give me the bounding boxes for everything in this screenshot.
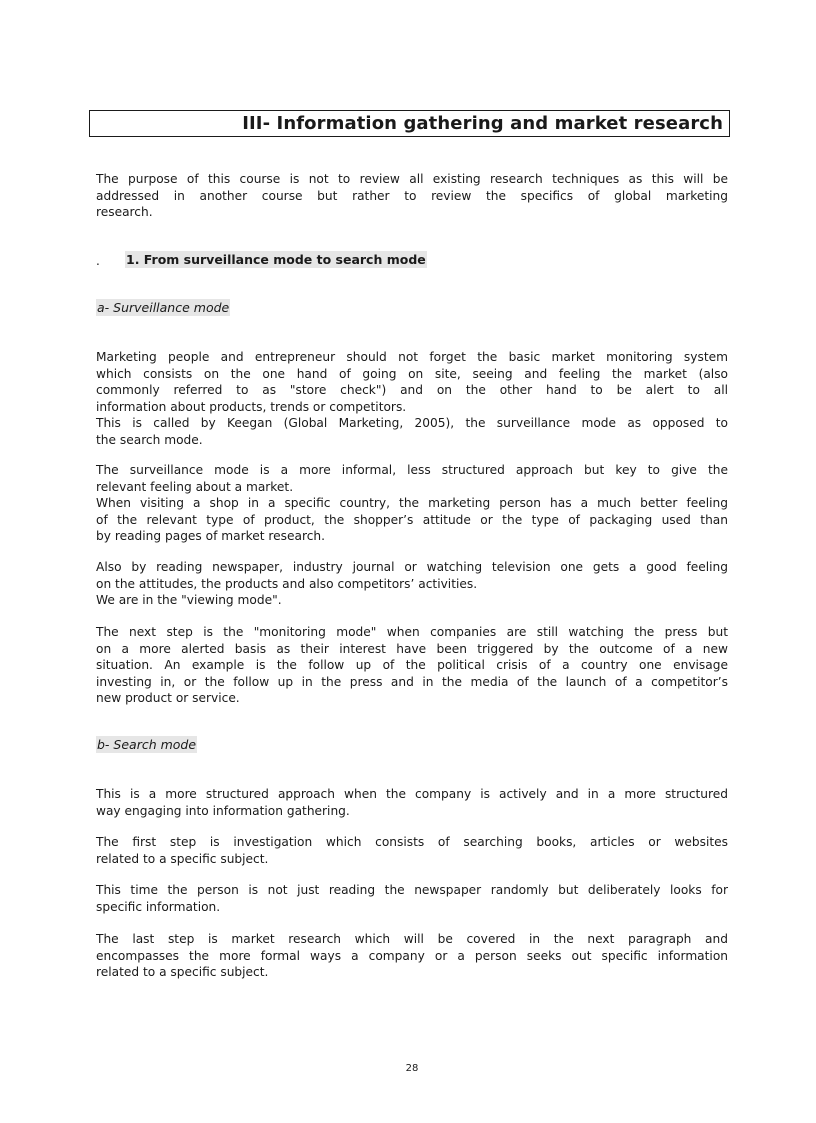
section-heading: 1. From surveillance mode to search mode bbox=[126, 252, 426, 267]
search-paragraph-1 bbox=[96, 786, 728, 819]
text-line: The next step is the "monitoring mode" when companies are still watching the press but bbox=[96, 625, 728, 639]
search-paragraph-3 bbox=[96, 882, 728, 915]
text-line: new product or service. bbox=[96, 691, 240, 706]
surveillance-paragraph-4 bbox=[96, 624, 728, 707]
text-line: relevant feeling about a market. bbox=[96, 479, 294, 494]
text-line: way engaging into information gathering. bbox=[96, 803, 350, 818]
text-line: information about products, trends or competitors. bbox=[96, 399, 407, 414]
text-line: specific information. bbox=[96, 899, 221, 914]
text-line: investing in, or the follow up in the press and in the media of the launch of a competitor’s bbox=[96, 674, 728, 689]
page-title: III- Information gathering and market research bbox=[242, 113, 723, 134]
text-line: This is a more structured approach when the company is actively and in a more structured bbox=[96, 787, 728, 801]
search-paragraph-4 bbox=[96, 931, 728, 981]
subheading-search: b- Search mode bbox=[97, 737, 197, 752]
text-line: situation. An example is the follow up of the political crisis of a country one envisage bbox=[96, 658, 728, 673]
subheading-surveillance: a- Surveillance mode bbox=[97, 300, 230, 315]
search-paragraph-2 bbox=[96, 834, 728, 867]
title-box bbox=[89, 110, 730, 137]
text-line: on the attitudes, the products and also competitors’ activities. bbox=[96, 576, 478, 591]
text-line: the search mode. bbox=[96, 432, 203, 447]
text-line: related to a specific subject. bbox=[96, 851, 269, 866]
text-line: encompasses the more formal ways a company or a person seeks out specific information bbox=[96, 948, 728, 963]
text-line: This time the person is not just reading the newspaper randomly but deliberately looks for bbox=[96, 883, 728, 897]
text-line: The surveillance mode is a more informal, less structured approach but key to give the bbox=[96, 463, 728, 477]
text-line: This is called by Keegan (Global Marketing, 2005), the surveillance mode as opposed to bbox=[96, 416, 728, 431]
text-line: The last step is market research which will be covered in the next paragraph and bbox=[96, 932, 728, 946]
text-line: of the relevant type of product, the shopper’s attitude or the type of packaging used than bbox=[96, 512, 728, 527]
text-line: on a more alerted basis as their interest have been triggered by the outcome of a new bbox=[96, 641, 728, 656]
page-number: 28 bbox=[405, 1063, 419, 1074]
text-line: by reading pages of market research. bbox=[96, 529, 325, 544]
text-line: Marketing people and entrepreneur should not forget the basic market monitoring system bbox=[96, 350, 728, 364]
text-line: When visiting a shop in a specific country, the marketing person has a much better feeling bbox=[96, 496, 728, 511]
intro-paragraph bbox=[96, 171, 728, 221]
section-bullet: . bbox=[96, 254, 100, 268]
text-line: We are in the "viewing mode". bbox=[96, 593, 282, 608]
text-line: The first step is investigation which consists of searching books, articles or websites bbox=[96, 835, 728, 849]
text-line: which consists on the one hand of going on site, seeing and feeling the market (also bbox=[96, 366, 728, 381]
text-line: addressed in another course but rather to review the specifics of global marketing bbox=[96, 188, 728, 203]
text-line: related to a specific subject. bbox=[96, 965, 269, 980]
surveillance-paragraph-2 bbox=[96, 462, 728, 545]
text-line: commonly referred to as "store check") and on the other hand to be alert to all bbox=[96, 383, 728, 398]
text-line: research. bbox=[96, 205, 153, 220]
surveillance-paragraph-3 bbox=[96, 559, 728, 609]
text-line: The purpose of this course is not to review all existing research techniques as this will be bbox=[96, 172, 728, 186]
text-line: Also by reading newspaper, industry journal or watching television one gets a good feeling bbox=[96, 560, 728, 574]
surveillance-paragraph-1 bbox=[96, 349, 728, 449]
